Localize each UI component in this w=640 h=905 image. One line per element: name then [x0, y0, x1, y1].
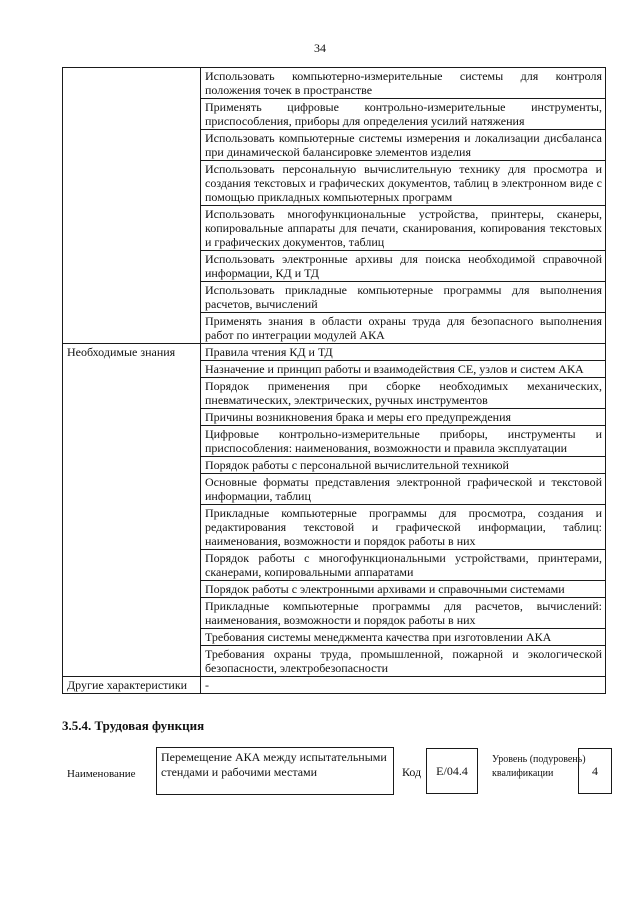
- skill-row-text: Использовать электронные архивы для поиска необходимой справочной информации, КД и ТД: [201, 251, 606, 282]
- skill-row-text: Использовать персональную вычислительную технику для просмотра и создания текстовых и графических документов, таблиц в электронном виде с помощью прикладных компьютерных программ: [201, 161, 606, 206]
- skill-row-text: Применять знания в области охраны труда для безопасного выполнения работ по интеграции модулей АКА: [201, 313, 606, 344]
- knowledge-row-text: Порядок работы с персональной вычислительной техникой: [201, 457, 606, 474]
- qualification-level-box: [578, 748, 612, 794]
- code-value-box: [426, 748, 478, 794]
- naming-value: Перемещение АКА между испытательными стендами и рабочими местами: [161, 750, 387, 779]
- skill-row-text: Использовать компьютерно-измерительные системы для контроля положения точек в пространстве: [201, 68, 606, 99]
- requirements-table: [62, 67, 606, 694]
- other-characteristics-row: [63, 677, 606, 694]
- knowledge-row-text: Требования системы менеджмента качества при изготовлении АКА: [201, 629, 606, 646]
- knowledge-row-text: Основные форматы представления электронной графической и текстовой информации, таблиц: [201, 474, 606, 505]
- page-number: 34: [314, 41, 326, 55]
- skill-row-text: Использовать компьютерные системы измерения и локализации дисбаланса при динамической балансировке элементов изделия: [201, 130, 606, 161]
- skill-row-text: Применять цифровые контрольно-измерительные инструменты, приспособления, приборы для определения усилий натяжения: [201, 99, 606, 130]
- naming-value-box: [156, 747, 394, 795]
- knowledge-row-text: Порядок применения при сборке необходимых механических, пневматических, электрических, ручных инструментов: [201, 378, 606, 409]
- knowledge-label: Необходимые знания: [63, 344, 201, 677]
- knowledge-row-text: Прикладные компьютерные программы для расчетов, вычислений: наименования, возможности и порядок работы в них: [201, 598, 606, 629]
- other-characteristics-row-text: -: [201, 677, 606, 694]
- qualification-level-value: 4: [592, 764, 598, 778]
- naming-label: Наименование: [67, 768, 136, 780]
- skill-row: [63, 68, 606, 99]
- requirements-table-body: [63, 68, 606, 694]
- other-characteristics-label: Другие характеристики: [63, 677, 201, 694]
- qualification-level-label: Уровень (подуровень) квалификации: [492, 754, 586, 779]
- section-title: 3.5.4. Трудовая функция: [62, 718, 205, 733]
- knowledge-row-text: Правила чтения КД и ТД: [201, 344, 606, 361]
- knowledge-row-text: Цифровые контрольно-измерительные приборы, инструменты и приспособления: наименования, возможности и правила эксплуатации: [201, 426, 606, 457]
- knowledge-row-text: Причины возникновения брака и меры его предупреждения: [201, 409, 606, 426]
- skill-row-text: Использовать многофункциональные устройства, принтеры, сканеры, копировальные аппараты для печати, сканирования, копирования текстовых и графических документов, таблиц: [201, 206, 606, 251]
- skill-row-text: Использовать прикладные компьютерные программы для выполнения расчетов, вычислений: [201, 282, 606, 313]
- code-value: E/04.4: [436, 764, 468, 778]
- knowledge-row-text: Порядок работы с многофункциональными устройствами, принтерами, сканерами, копировальными аппаратами: [201, 550, 606, 581]
- knowledge-row: [63, 344, 606, 361]
- knowledge-row-text: Назначение и принцип работы и взаимодействия СЕ, узлов и систем АКА: [201, 361, 606, 378]
- skills-label-cell: [63, 68, 201, 344]
- knowledge-row-text: Требования охраны труда, промышленной, пожарной и экологической безопасности, электробезопасности: [201, 646, 606, 677]
- knowledge-row-text: Прикладные компьютерные программы для просмотра, создания и редактирования текстовой и графической информации, таблиц: наименования, возможности и порядок работы в них: [201, 505, 606, 550]
- code-label: Код: [402, 765, 422, 779]
- knowledge-row-text: Порядок работы с электронными архивами и справочными системами: [201, 581, 606, 598]
